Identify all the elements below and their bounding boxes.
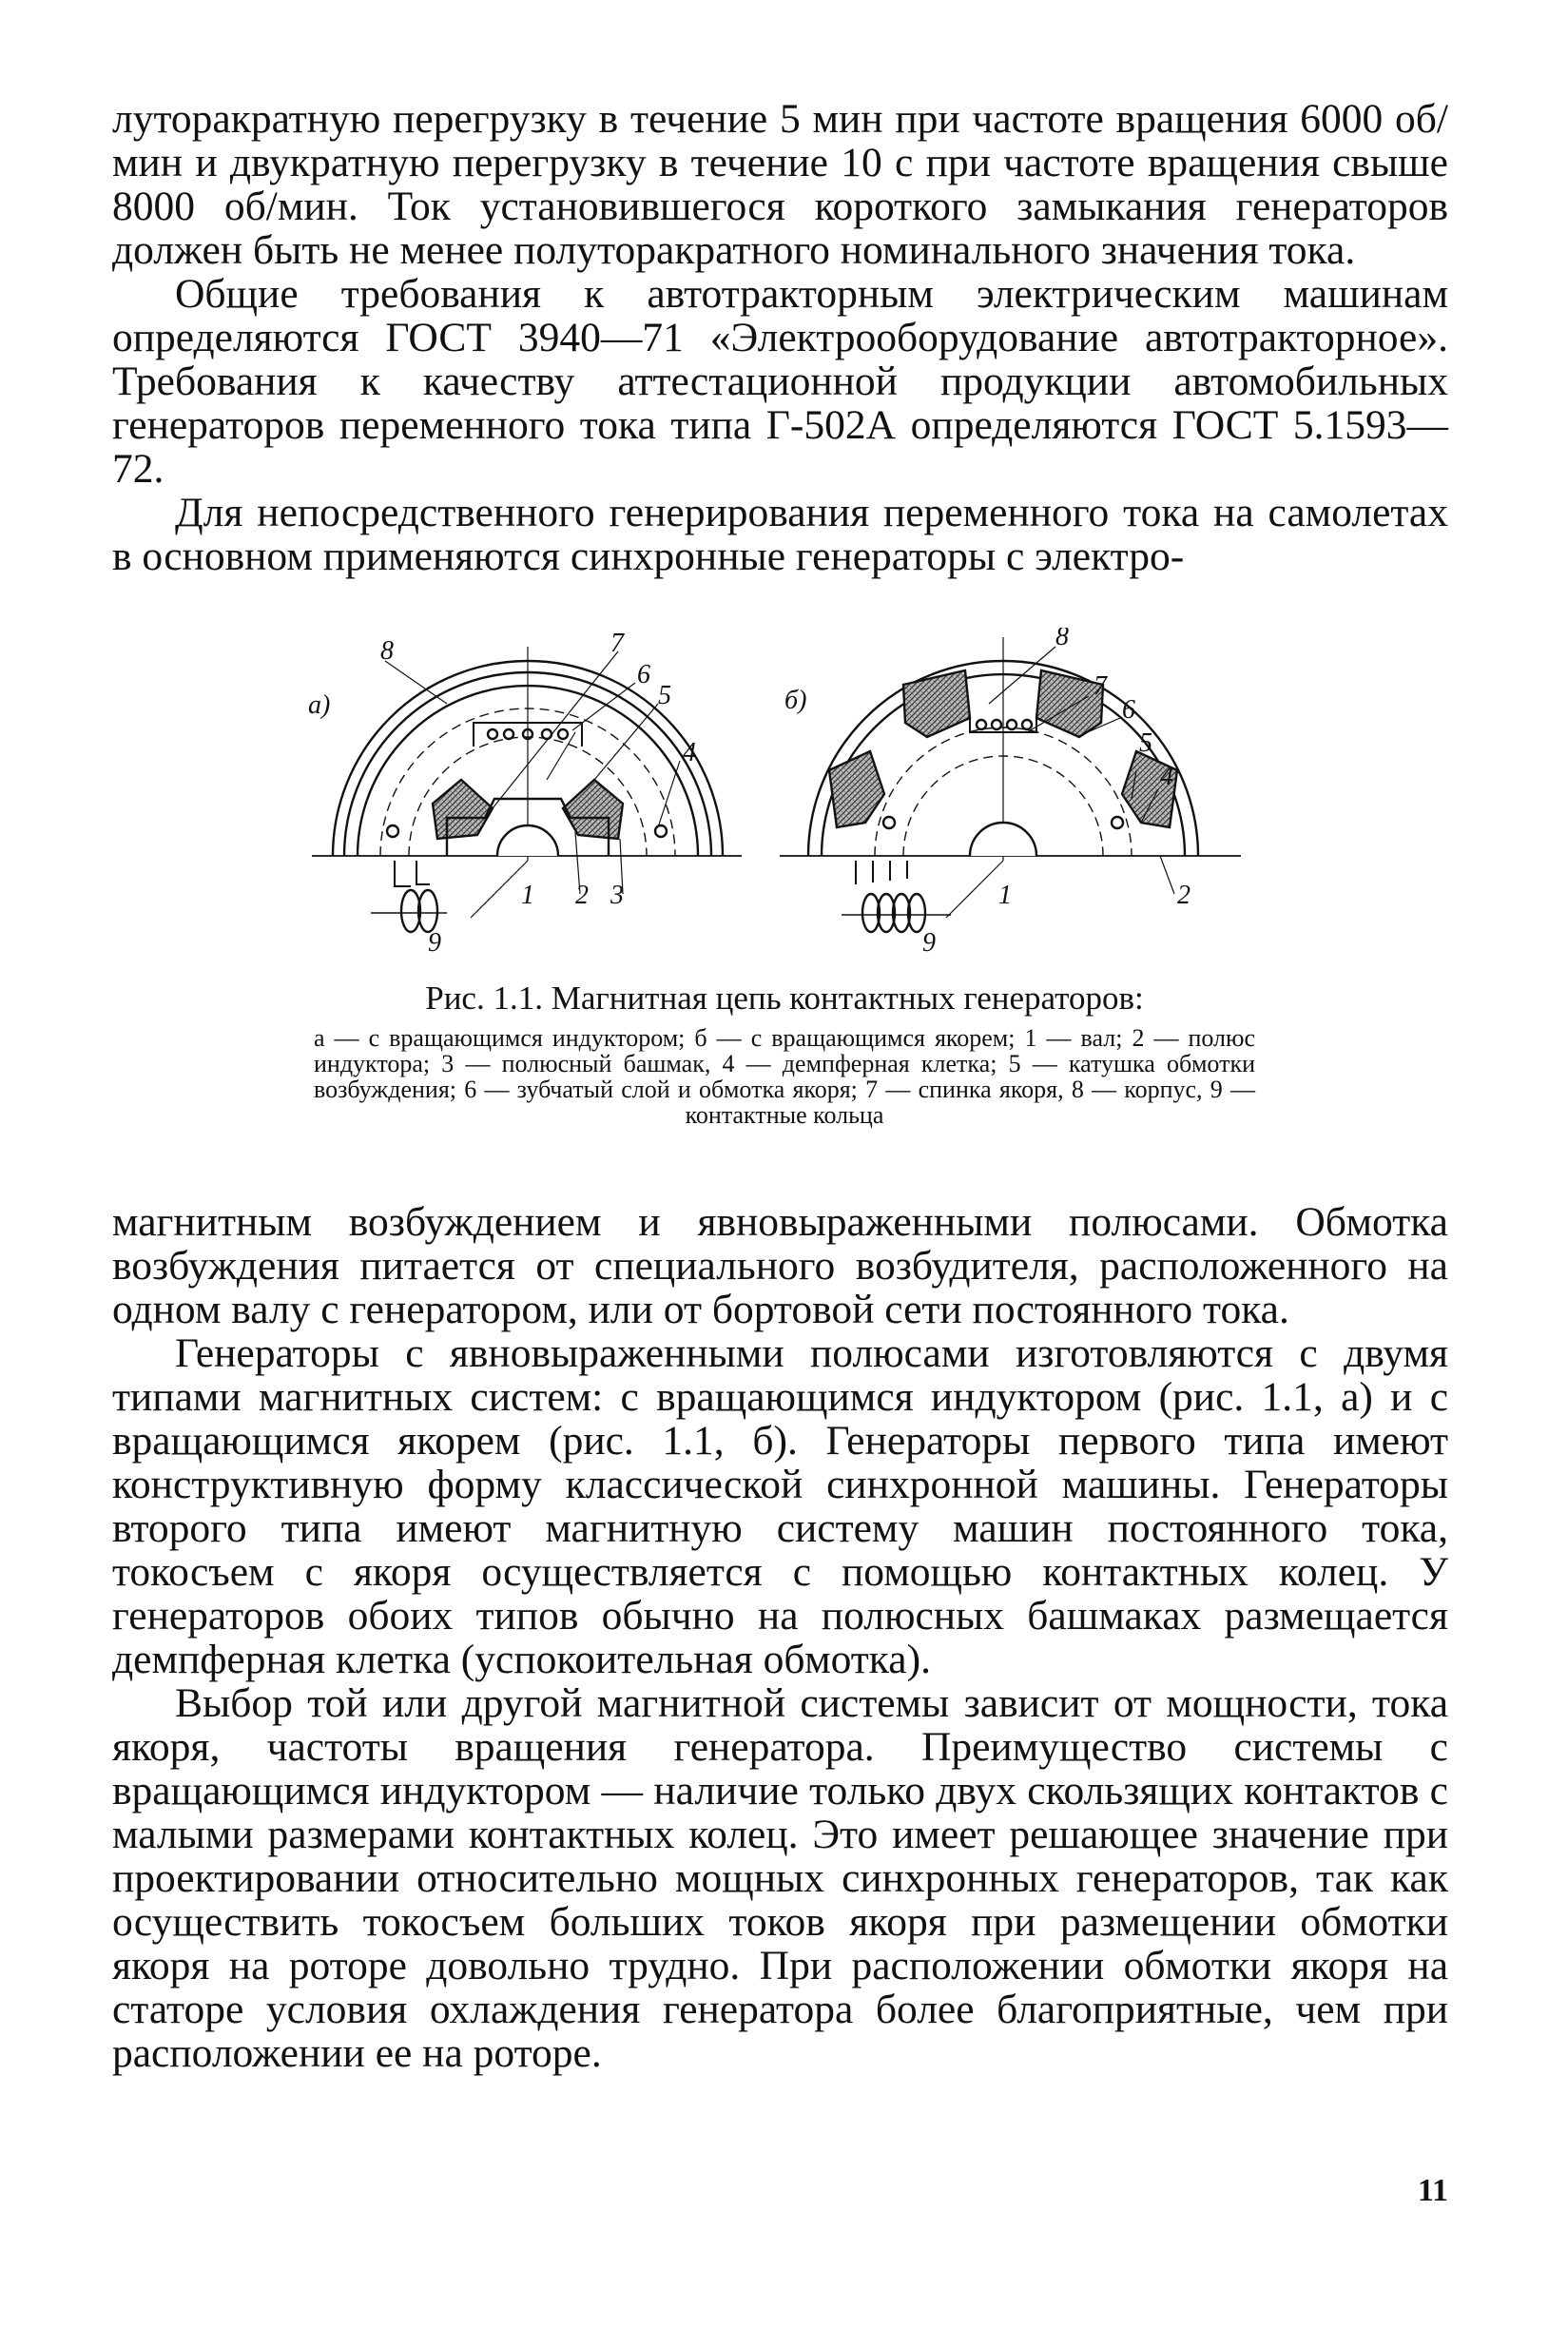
label-a-8: 8 xyxy=(380,636,394,666)
label-b-6: 6 xyxy=(1122,695,1135,725)
paragraph: луторакратную перегрузку в течение 5 мин при частоте вращения 6000 об/мин и двукратную перегрузку в течение 10 с при частоте вращения свыше 8000 об/мин. Ток установившегося короткого замыкания генераторов должен быть не менее полуторакратного номинального значения тока. xyxy=(112,96,1448,273)
figure-magnetic-circuit xyxy=(304,628,1265,989)
panel-b-label: б) xyxy=(784,686,807,715)
label-b-1: 1 xyxy=(998,881,1012,910)
figure-caption-legend: а — с вращающимся индуктором; б — с вращающимся якорем; 1 — вал; 2 — полюс индуктора; 3 — полюсный башмак, 4 — демпферная клетка; 5 — катушка обмотки возбуждения; 6 — зубчатый слой и обмотка якоря; 7 — спинка якоря, 8 — корпус, 9 — контактные кольца xyxy=(314,1024,1255,1129)
label-a-5: 5 xyxy=(658,681,671,710)
panel-a-label: а) xyxy=(308,690,331,720)
paragraph: магнитным возбуждением и явновыраженными полюсами. Обмотка возбуждения питается от специального возбудителя, расположенного на одном валу с генератором, или от бортовой сети постоянного тока. xyxy=(112,1199,1448,1332)
paragraph: Генераторы с явновыраженными полюсами изготовляются с двумя типами магнитных систем: с вращающимся индуктором (рис. 1.1, а) и с вращающимся якорем (рис. 1.1, б). Генераторы первого типа имеют конструктивную форму классической синхронной машины. Генераторы второго типа имеют магнитную систему машин постоянного тока, токосъем с якоря осуществляется с помощью контактных колец. У генераторов обоих типов обычно на полюсных башмаках размещается демпферная клетка (успокоительная обмотка). xyxy=(112,1330,1448,1682)
label-b-7: 7 xyxy=(1094,671,1107,701)
paragraph: Для непосредственного генерирования переменного тока на самолетах в основном применяются синхронные генераторы с электро- xyxy=(112,490,1448,579)
diagram-panel-a-labels xyxy=(308,629,696,958)
paragraph: Выбор той или другой магнитной системы зависит от мощности, тока якоря, частоты вращения генератора. Преимущество системы с вращающимся индуктором — наличие только двух скользящих контактов с малыми размерами контактных колец. Это имеет решающее значение при проектировании относительно мощных синхронных генераторов, так как осуществить токосъем больших токов якоря при размещении обмотки якоря на роторе довольно трудно. При расположении обмотки якоря на статоре условия охлаждения генератора более благоприятные, чем при расположении ее на роторе. xyxy=(112,1680,1448,2076)
label-a-3: 3 xyxy=(610,881,624,910)
label-a-6: 6 xyxy=(637,660,650,689)
label-b-2: 2 xyxy=(1177,881,1191,910)
label-b-8: 8 xyxy=(1055,628,1069,651)
figure-caption-title: Рис. 1.1. Магнитная цепь контактных генераторов: xyxy=(425,980,1144,1017)
label-b-9: 9 xyxy=(922,928,936,958)
label-b-5: 5 xyxy=(1139,728,1152,758)
label-a-7: 7 xyxy=(610,629,624,658)
label-a-9: 9 xyxy=(428,928,441,958)
label-b-4: 4 xyxy=(1160,762,1173,791)
label-a-1: 1 xyxy=(521,881,534,910)
label-a-4: 4 xyxy=(683,738,696,767)
text-block-bottom xyxy=(112,1200,1448,2075)
page-number: 11 xyxy=(1417,2173,1448,2208)
paragraph: Общие требования к автотракторным электрическим машинам определяются ГОСТ 3940—71 «Электрооборудование автотракторное». Требования к качеству аттестационной продукции автомобильных генераторов переменного тока типа Г-502А определяются ГОСТ 5.1593—72. xyxy=(112,271,1448,492)
text-block-top xyxy=(112,97,1448,578)
label-a-2: 2 xyxy=(575,881,589,910)
